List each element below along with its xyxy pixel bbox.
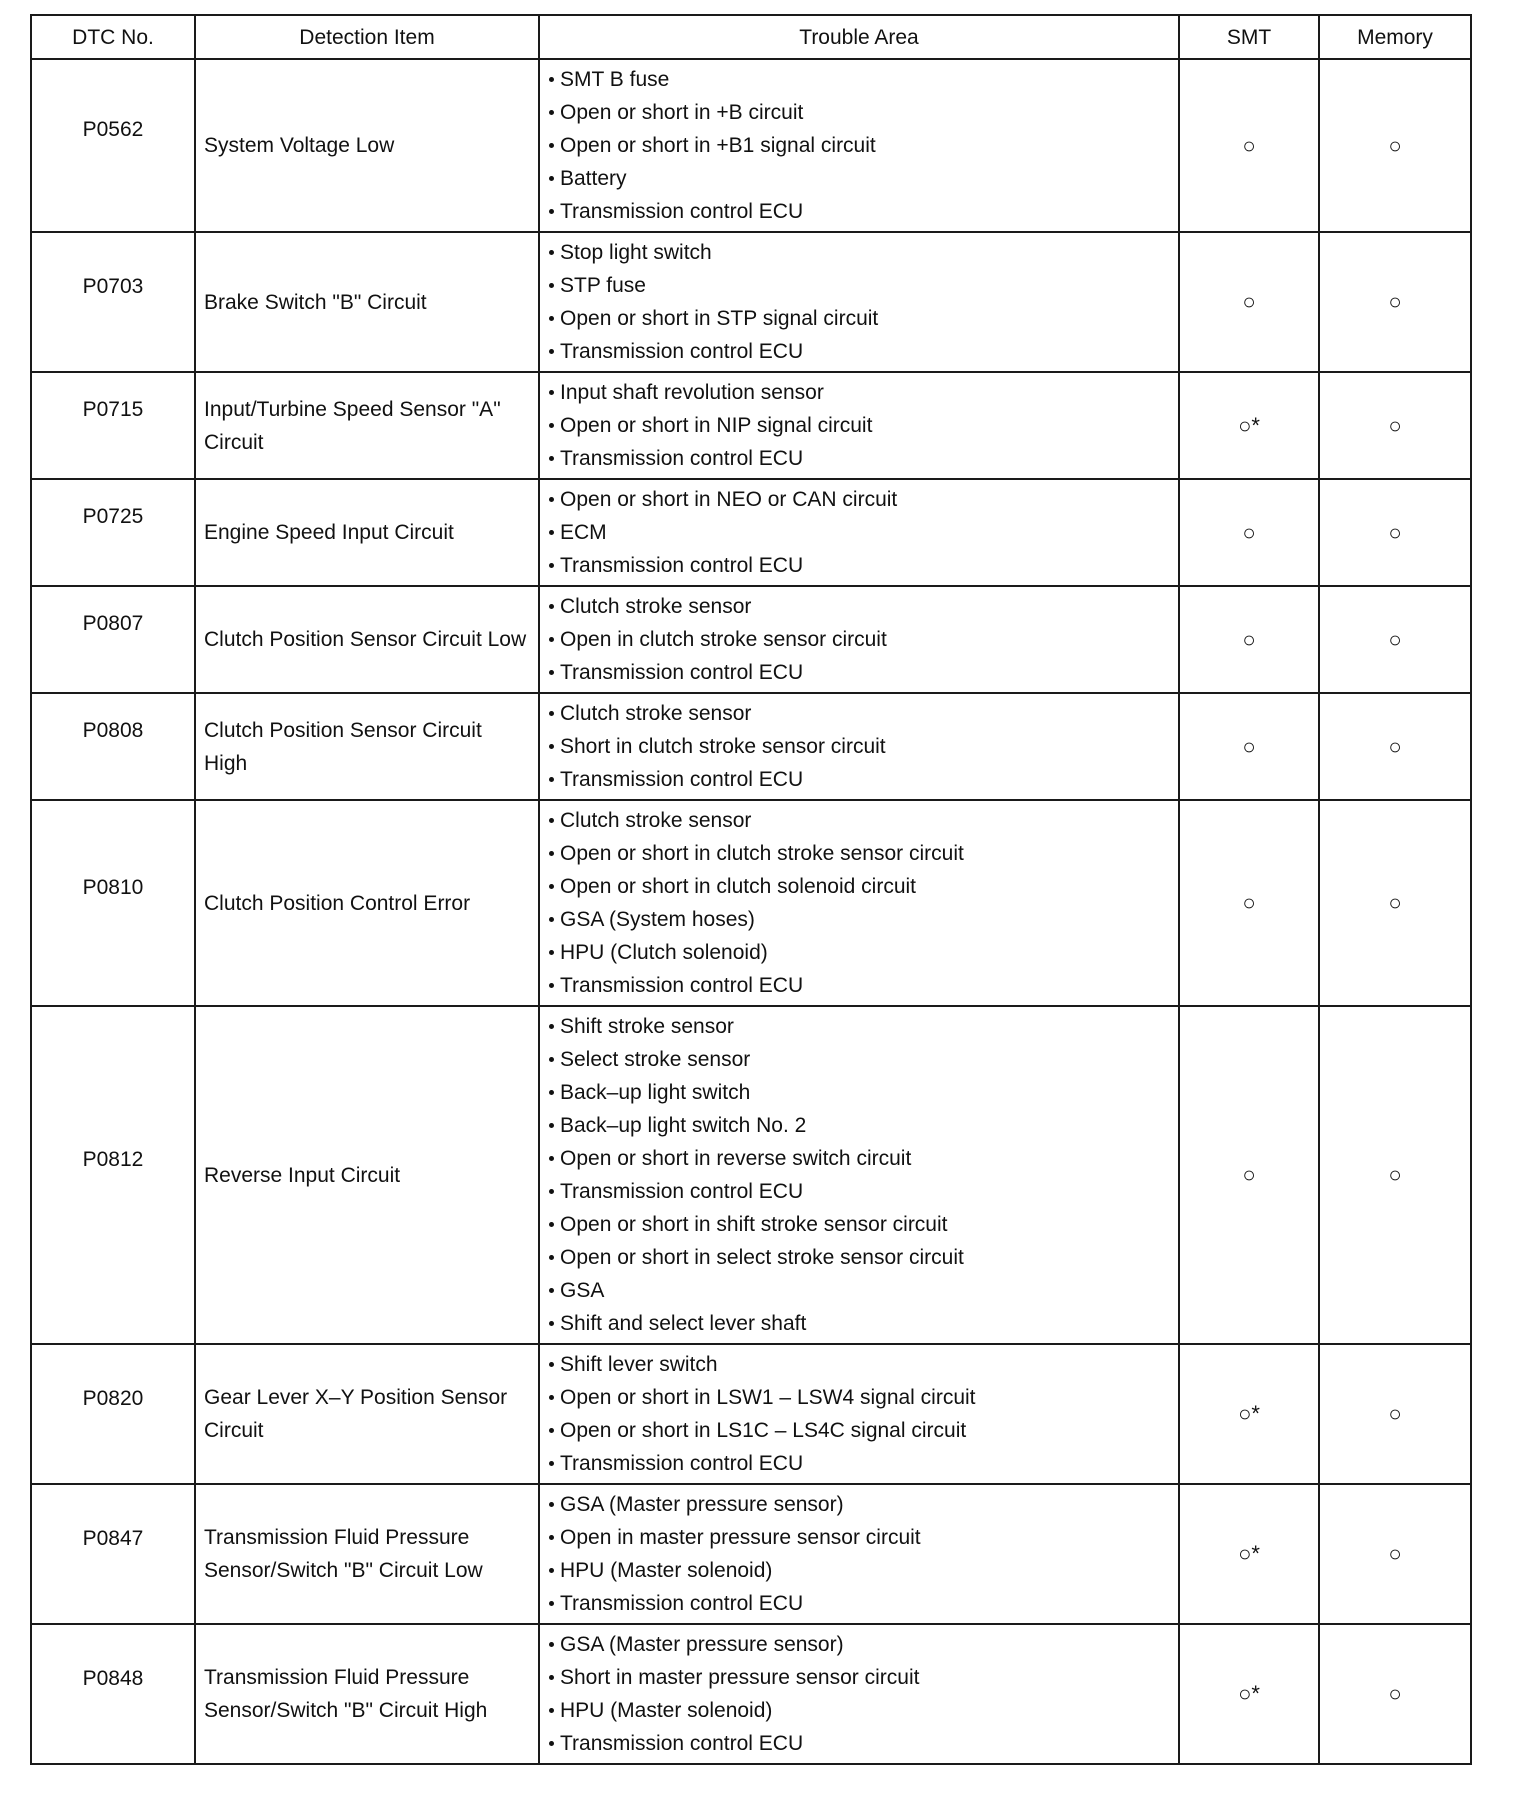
smt-cell <box>1179 1344 1319 1484</box>
memory-cell <box>1319 59 1471 232</box>
detection-item: Clutch Position Sensor Circuit Low <box>195 586 539 693</box>
trouble-area-item: GSA <box>546 1274 1174 1307</box>
header-smt: SMT <box>1179 15 1319 59</box>
detection-item: Transmission Fluid Pressure Sensor/Switch "B" Circuit Low <box>195 1484 539 1624</box>
trouble-area-cell <box>539 800 1179 1006</box>
dtc-code-cell <box>31 479 195 586</box>
memory-mark: ○ <box>1388 1681 1402 1706</box>
smt-cell <box>1179 693 1319 800</box>
smt-mark: ○ <box>1242 626 1256 652</box>
trouble-area-item: Open or short in STP signal circuit <box>546 302 1174 335</box>
dtc-code-cell <box>31 1006 195 1344</box>
trouble-area-item: Open or short in NEO or CAN circuit <box>546 483 1174 516</box>
detection-item: System Voltage Low <box>195 59 539 232</box>
smt-cell <box>1179 1006 1319 1344</box>
smt-mark: ○ <box>1242 132 1256 158</box>
detection-item: Transmission Fluid Pressure Sensor/Switch "B" Circuit High <box>195 1624 539 1764</box>
trouble-area-item: Open in clutch stroke sensor circuit <box>546 623 1174 656</box>
table-row <box>31 586 1471 693</box>
trouble-area-item: Open or short in select stroke sensor circuit <box>546 1241 1174 1274</box>
trouble-area-item: GSA (Master pressure sensor) <box>546 1628 1174 1661</box>
trouble-area-cell <box>539 1006 1179 1344</box>
trouble-area-item: Short in master pressure sensor circuit <box>546 1661 1174 1694</box>
smt-cell <box>1179 232 1319 372</box>
dtc-code: P0807 <box>82 612 144 635</box>
memory-cell <box>1319 1006 1471 1344</box>
memory-mark: ○ <box>1388 519 1402 545</box>
smt-cell <box>1179 1484 1319 1624</box>
detection-item: Input/Turbine Speed Sensor "A" Circuit <box>195 372 539 479</box>
memory-cell <box>1319 1624 1471 1764</box>
trouble-area-item: Shift lever switch <box>546 1348 1174 1381</box>
smt-cell <box>1179 479 1319 586</box>
trouble-area-item: Transmission control ECU <box>546 969 1174 1002</box>
trouble-area-item: Clutch stroke sensor <box>546 590 1174 623</box>
smt-cell <box>1179 372 1319 479</box>
trouble-area-item: Shift stroke sensor <box>546 1010 1174 1043</box>
trouble-area-item: Clutch stroke sensor <box>546 697 1174 730</box>
dtc-code-cell <box>31 372 195 479</box>
trouble-area-cell <box>539 1344 1179 1484</box>
trouble-area-cell <box>539 586 1179 693</box>
dtc-table-container <box>30 14 1470 1765</box>
trouble-area-item: Transmission control ECU <box>546 1175 1174 1208</box>
trouble-area-item: Transmission control ECU <box>546 195 1174 228</box>
trouble-area-list <box>546 236 1174 368</box>
table-body <box>31 59 1471 1764</box>
smt-mark: ○* <box>1238 1541 1260 1566</box>
trouble-area-list <box>546 590 1174 689</box>
memory-cell <box>1319 1484 1471 1624</box>
memory-mark: ○ <box>1388 1541 1402 1566</box>
memory-cell <box>1319 693 1471 800</box>
dtc-code-cell <box>31 1344 195 1484</box>
dtc-code-cell <box>31 232 195 372</box>
trouble-area-item: Open or short in shift stroke sensor circuit <box>546 1208 1174 1241</box>
dtc-code: P0715 <box>82 398 144 421</box>
smt-mark: ○* <box>1238 1681 1260 1706</box>
table-row <box>31 1006 1471 1344</box>
trouble-area-item: GSA (System hoses) <box>546 903 1174 936</box>
trouble-area-list <box>546 63 1174 228</box>
trouble-area-item: Transmission control ECU <box>546 335 1174 368</box>
trouble-area-item: Open or short in reverse switch circuit <box>546 1142 1174 1175</box>
trouble-area-list <box>546 483 1174 582</box>
dtc-code-cell <box>31 693 195 800</box>
trouble-area-cell <box>539 479 1179 586</box>
memory-mark: ○ <box>1388 289 1402 314</box>
trouble-area-item: Open in master pressure sensor circuit <box>546 1521 1174 1554</box>
dtc-code: P0703 <box>82 274 144 298</box>
trouble-area-item: HPU (Clutch solenoid) <box>546 936 1174 969</box>
trouble-area-item: Select stroke sensor <box>546 1043 1174 1076</box>
trouble-area-cell <box>539 693 1179 800</box>
memory-cell <box>1319 372 1471 479</box>
trouble-area-cell <box>539 1624 1179 1764</box>
smt-cell <box>1179 59 1319 232</box>
detection-item: Engine Speed Input Circuit <box>195 479 539 586</box>
header-detection-item: Detection Item <box>195 15 539 59</box>
table-row <box>31 372 1471 479</box>
trouble-area-item: Transmission control ECU <box>546 549 1174 582</box>
trouble-area-item: HPU (Master solenoid) <box>546 1694 1174 1727</box>
memory-cell <box>1319 232 1471 372</box>
trouble-area-item: GSA (Master pressure sensor) <box>546 1488 1174 1521</box>
detection-item: Gear Lever X–Y Position Sensor Circuit <box>195 1344 539 1484</box>
smt-cell <box>1179 1624 1319 1764</box>
trouble-area-list <box>546 1348 1174 1480</box>
table-row <box>31 1344 1471 1484</box>
dtc-code-cell <box>31 59 195 232</box>
memory-mark: ○ <box>1388 890 1402 915</box>
table-row <box>31 479 1471 586</box>
smt-mark: ○ <box>1242 733 1256 759</box>
smt-cell <box>1179 586 1319 693</box>
trouble-area-item: Transmission control ECU <box>546 1587 1174 1620</box>
memory-cell <box>1319 1344 1471 1484</box>
dtc-code: P0562 <box>82 118 144 141</box>
trouble-area-item: Open or short in +B1 signal circuit <box>546 129 1174 162</box>
smt-mark: ○ <box>1242 519 1256 545</box>
trouble-area-list <box>546 376 1174 475</box>
trouble-area-item: Clutch stroke sensor <box>546 804 1174 837</box>
detection-item: Clutch Position Sensor Circuit High <box>195 693 539 800</box>
dtc-table <box>30 14 1472 1765</box>
smt-cell <box>1179 800 1319 1006</box>
trouble-area-item: Transmission control ECU <box>546 656 1174 689</box>
trouble-area-item: Shift and select lever shaft <box>546 1307 1174 1340</box>
dtc-code-cell <box>31 1624 195 1764</box>
table-row <box>31 59 1471 232</box>
dtc-code: P0808 <box>82 719 144 742</box>
smt-mark: ○* <box>1238 1401 1260 1426</box>
detection-item: Reverse Input Circuit <box>195 1006 539 1344</box>
dtc-code: P0725 <box>82 505 144 528</box>
trouble-area-item: Open or short in +B circuit <box>546 96 1174 129</box>
table-row <box>31 693 1471 800</box>
trouble-area-item: SMT B fuse <box>546 63 1174 96</box>
trouble-area-item: Transmission control ECU <box>546 763 1174 796</box>
memory-cell <box>1319 586 1471 693</box>
table-row <box>31 232 1471 372</box>
table-header-row <box>31 15 1471 59</box>
header-memory: Memory <box>1319 15 1471 59</box>
trouble-area-item: Open or short in LSW1 – LSW4 signal circuit <box>546 1381 1174 1414</box>
trouble-area-item: Transmission control ECU <box>546 442 1174 475</box>
trouble-area-item: Back–up light switch No. 2 <box>546 1109 1174 1142</box>
table-row <box>31 1624 1471 1764</box>
dtc-code: P0820 <box>82 1386 144 1410</box>
trouble-area-list <box>546 697 1174 796</box>
trouble-area-cell <box>539 372 1179 479</box>
trouble-area-item: Open or short in clutch stroke sensor circuit <box>546 837 1174 870</box>
header-dtc-no: DTC No. <box>31 15 195 59</box>
trouble-area-list <box>546 1488 1174 1620</box>
trouble-area-item: Back–up light switch <box>546 1076 1174 1109</box>
memory-mark: ○ <box>1388 1162 1402 1187</box>
trouble-area-item: Input shaft revolution sensor <box>546 376 1174 409</box>
dtc-code: P0847 <box>82 1526 144 1550</box>
smt-mark: ○* <box>1238 412 1260 438</box>
dtc-code-cell <box>31 586 195 693</box>
detection-item: Brake Switch "B" Circuit <box>195 232 539 372</box>
header-trouble-area: Trouble Area <box>539 15 1179 59</box>
trouble-area-item: ECM <box>546 516 1174 549</box>
dtc-code: P0848 <box>82 1666 144 1690</box>
trouble-area-list <box>546 1010 1174 1340</box>
detection-item: Clutch Position Control Error <box>195 800 539 1006</box>
trouble-area-item: Open or short in LS1C – LS4C signal circuit <box>546 1414 1174 1447</box>
trouble-area-item: HPU (Master solenoid) <box>546 1554 1174 1587</box>
memory-mark: ○ <box>1388 132 1402 158</box>
dtc-code-cell <box>31 800 195 1006</box>
smt-mark: ○ <box>1242 890 1256 915</box>
memory-cell <box>1319 800 1471 1006</box>
memory-mark: ○ <box>1388 733 1402 759</box>
trouble-area-item: Short in clutch stroke sensor circuit <box>546 730 1174 763</box>
table-row <box>31 1484 1471 1624</box>
smt-mark: ○ <box>1242 1162 1256 1187</box>
trouble-area-list <box>546 1628 1174 1760</box>
smt-mark: ○ <box>1242 289 1256 314</box>
trouble-area-cell <box>539 59 1179 232</box>
trouble-area-list <box>546 804 1174 1002</box>
trouble-area-item: Open or short in clutch solenoid circuit <box>546 870 1174 903</box>
dtc-code-cell <box>31 1484 195 1624</box>
memory-cell <box>1319 479 1471 586</box>
trouble-area-cell <box>539 1484 1179 1624</box>
trouble-area-item: Transmission control ECU <box>546 1727 1174 1760</box>
dtc-code: P0812 <box>82 1147 144 1171</box>
trouble-area-item: STP fuse <box>546 269 1174 302</box>
trouble-area-cell <box>539 232 1179 372</box>
memory-mark: ○ <box>1388 626 1402 652</box>
table-row <box>31 800 1471 1006</box>
trouble-area-item: Stop light switch <box>546 236 1174 269</box>
trouble-area-item: Open or short in NIP signal circuit <box>546 409 1174 442</box>
memory-mark: ○ <box>1388 1401 1402 1426</box>
trouble-area-item: Transmission control ECU <box>546 1447 1174 1480</box>
memory-mark: ○ <box>1388 412 1402 438</box>
trouble-area-item: Battery <box>546 162 1174 195</box>
dtc-code: P0810 <box>82 875 144 899</box>
